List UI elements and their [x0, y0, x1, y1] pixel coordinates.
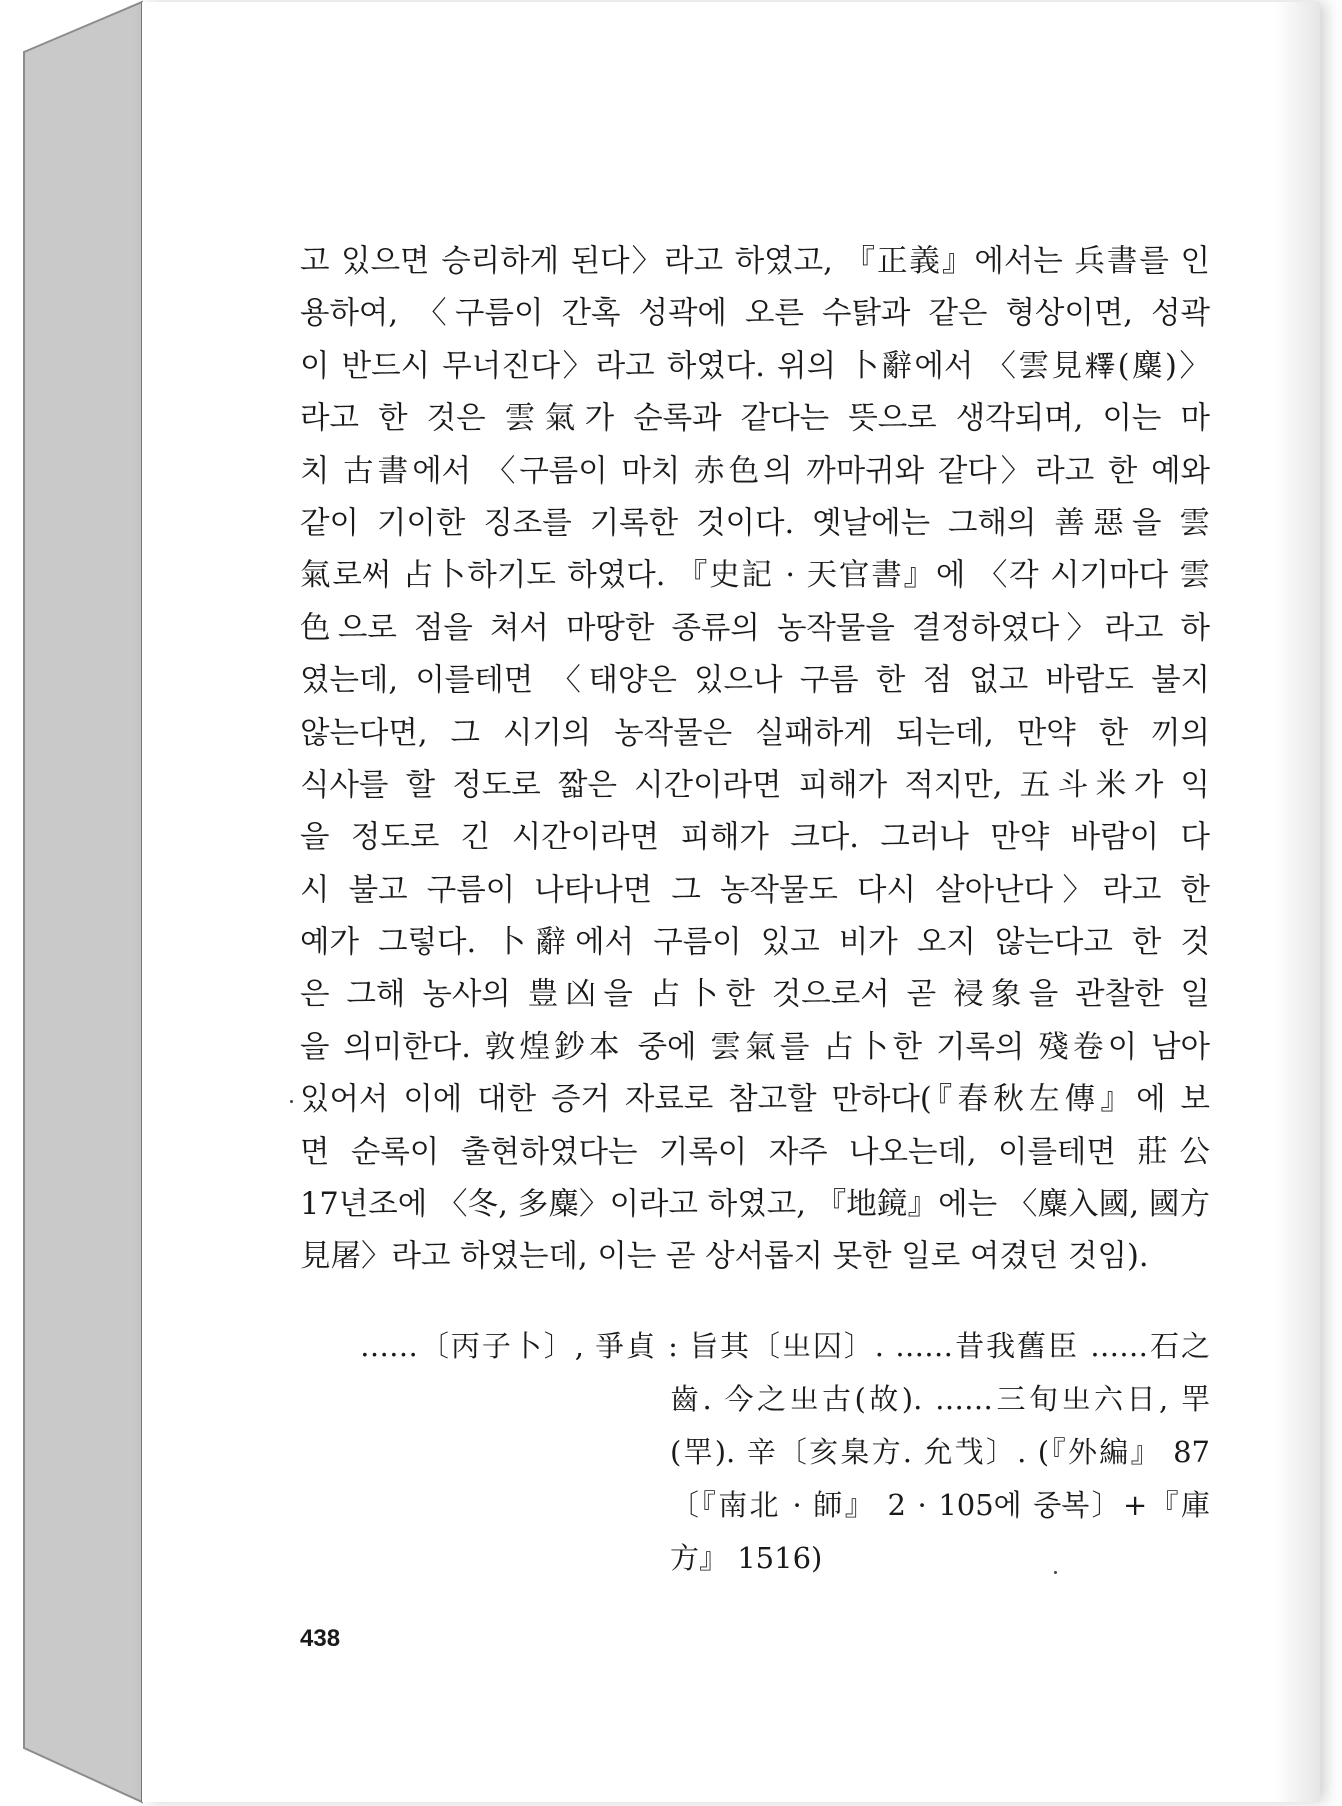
quote-line: 方』 1516) [670, 1541, 823, 1575]
text-line: 라고 한 것은 雲氣가 순록과 같다는 뜻으로 생각되며, 이는 마 [300, 401, 1210, 437]
text-line: 色으로 점을 쳐서 마땅한 종류의 농작물을 결정하였다〉라고 하 [300, 610, 1210, 646]
body-paragraph [300, 236, 1210, 1284]
scan-speck [1054, 1571, 1057, 1574]
text-line: 같이 기이한 징조를 기록한 것이다. 옛날에는 그해의 善惡을 雲 [300, 505, 1210, 541]
text-line: 은 그해 농사의 豊凶을 占卜한 것으로서 곧 祲象을 관찰한 일 [300, 977, 1210, 1013]
quote-line: 〔『南北 · 師』 2 · 105에 중복〕+『庫 [670, 1488, 1210, 1522]
text-line: 17년조에 〈冬, 多麋〉이라고 하였고, 『地鏡』에는 〈麋入國, 國方 [300, 1187, 1210, 1223]
quote-line: (䍐). 辛〔亥臬方. 允𢦏〕. (『外編』 87 [670, 1435, 1210, 1469]
oracle-inscription-quote [360, 1320, 1210, 1585]
text-line: 치 古書에서 〈구름이 마치 赤色의 까마귀와 같다〉라고 한 예와 [300, 453, 1210, 489]
text-line: 않는다면, 그 시기의 농작물은 실패하게 되는데, 만약 한 끼의 [300, 715, 1210, 751]
text-line: 시 불고 구름이 나타나면 그 농작물도 다시 살아난다〉라고 한 [300, 872, 1210, 908]
page-number: 438 [300, 1625, 341, 1652]
quote-line: 齒. 今之㞢古(故). ……三旬㞢六日, 䍐 [670, 1382, 1210, 1416]
text-line: 였는데, 이를테면 〈태양은 있으나 구름 한 점 없고 바람도 불지 [300, 663, 1210, 699]
text-line: 을 의미한다. 敦煌鈔本 중에 雲氣를 占卜한 기록의 殘卷이 남아 [300, 1029, 1210, 1065]
text-line: 氣로써 占卜하기도 하였다. 『史記 · 天官書』에 〈각 시기마다 雲 [300, 558, 1210, 594]
text-line: 있어서 이에 대한 증거 자료로 참고할 만하다(『春秋左傳』에 보 [300, 1082, 1210, 1118]
text-line: 면 순록이 출현하였다는 기록이 자주 나오는데, 이를테면 莊公 [300, 1134, 1210, 1170]
text-line: 見屠〉라고 하였는데, 이는 곧 상서롭지 못한 일로 여겼던 것임). [300, 1239, 1149, 1275]
text-line: 식사를 할 정도로 짧은 시간이라면 피해가 적지만, 五斗米가 익 [300, 767, 1210, 803]
quote-line: ……〔丙子卜〕, 爭貞 : 旨其〔㞢囚〕. ……昔我舊臣 ……石之 [360, 1329, 1210, 1363]
scan-speck [290, 1100, 293, 1103]
page-edge-shadow [1274, 2, 1320, 1802]
text-line: 이 반드시 무너진다〉라고 하였다. 위의 卜辭에서 〈雲見𥼶(麋)〉 [300, 348, 1210, 384]
text-line: 예가 그렇다. 卜辭에서 구름이 있고 비가 오지 않는다고 한 것 [300, 925, 1210, 961]
text-line: 고 있으면 승리하게 된다〉라고 하였고, 『正義』에서는 兵書를 인 [300, 244, 1210, 279]
text-line: 용하여, 〈구름이 간혹 성곽에 오른 수탉과 같은 형상이면, 성곽 [300, 296, 1210, 332]
book-side-panel [24, 2, 142, 1802]
text-line: 을 정도로 긴 시간이라면 피해가 크다. 그러나 만약 바람이 다 [300, 820, 1210, 856]
